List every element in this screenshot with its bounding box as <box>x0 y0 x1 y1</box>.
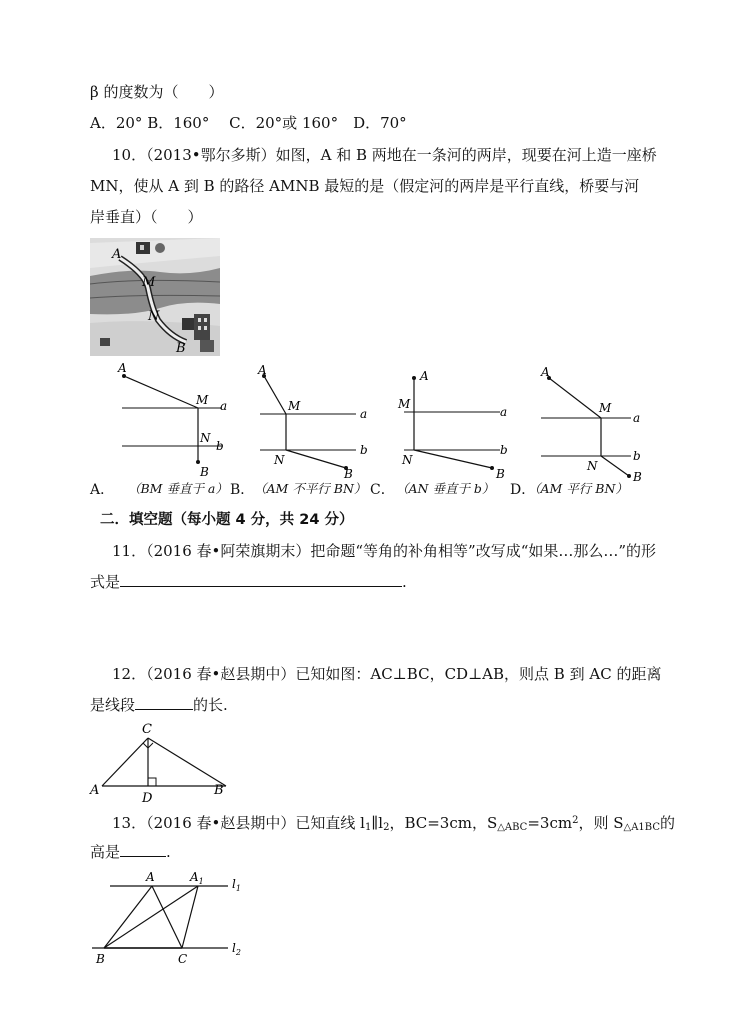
q13-sup: 2 <box>572 815 579 826</box>
q13-line1 <box>112 811 675 838</box>
q12-answer-blank[interactable] <box>135 695 193 710</box>
photo-label-b: B <box>176 341 186 356</box>
label-a: A <box>541 365 550 379</box>
q11-line1: 11．（2016 春•阿荣旗期末）把命题“等角的补角相等”改写成“如果…那么…”的形 <box>112 542 657 560</box>
label-l1: $l_1$ <box>232 877 241 893</box>
label-n: N <box>402 453 413 467</box>
q12-triangle-figure <box>88 720 238 805</box>
q11-prefix: 式是 <box>90 573 121 591</box>
label-d: D <box>142 791 153 805</box>
label-a: A <box>90 783 100 798</box>
label-a: A <box>146 870 155 884</box>
q11-answer-blank[interactable] <box>120 572 402 587</box>
label-line-b: b <box>500 443 508 457</box>
label-line-b: b <box>216 439 224 453</box>
label-b: B <box>496 467 505 481</box>
option-b-letter: B． <box>230 482 255 498</box>
option-c-diagram <box>392 362 522 482</box>
option-d-diagram <box>535 362 650 482</box>
q13-line2 <box>90 842 171 862</box>
q13-text-1: 13．（2016 春•赵县期中）已知直线 l <box>112 814 365 832</box>
q13-text-3: ，BC=3cm，S <box>389 814 498 832</box>
q13-sub-1: 1 <box>364 822 372 833</box>
label-line-a: a <box>360 407 368 421</box>
q13-text-5: ，则 S <box>578 814 624 832</box>
label-line-a: a <box>500 405 508 419</box>
label-n: N <box>274 453 285 467</box>
label-line-b: b <box>633 449 641 463</box>
option-a-diagram <box>110 360 240 480</box>
photo-label-n: N <box>148 309 160 324</box>
label-a: A <box>118 361 127 375</box>
option-a-caption: （BM 垂直于 a） <box>128 481 228 496</box>
q12-prefix: 是线段 <box>90 696 136 714</box>
label-a1: $A_1$ <box>190 870 204 886</box>
photo-label-a: A <box>112 247 122 262</box>
label-m: M <box>288 399 301 413</box>
q13-text-2: ∥l <box>371 814 384 832</box>
q13-sub-a1bc: △A1BC <box>623 822 660 833</box>
option-a-letter: A． <box>90 482 115 498</box>
river-photo <box>90 238 220 356</box>
q13-answer-blank[interactable] <box>120 842 166 857</box>
q13-parallel-lines-figure <box>88 868 258 968</box>
q12-line2 <box>90 695 228 715</box>
label-m: M <box>599 401 612 415</box>
q9-options: A．20° B．160° C．20°或 160° D．70° <box>90 114 407 132</box>
q9-stem: β 的度数为（ ） <box>90 83 224 101</box>
q13-text-6: 的 <box>659 814 675 832</box>
q13-sub-2: 2 <box>383 822 390 833</box>
q11-line2 <box>90 572 407 592</box>
label-l2: $l_2$ <box>232 941 241 957</box>
label-b: B <box>200 465 209 479</box>
option-b-caption: （AM 不平行 BN） <box>254 481 367 496</box>
label-line-b: b <box>360 443 368 457</box>
label-b: B <box>96 952 105 966</box>
q13-prefix: 高是 <box>90 843 121 861</box>
label-n: N <box>587 459 598 473</box>
q12-suffix: 的长. <box>193 696 228 714</box>
label-b: B <box>633 470 642 482</box>
photo-label-m: M <box>142 275 156 290</box>
q11-suffix: . <box>402 573 407 591</box>
option-c-caption: （AN 垂直于 b） <box>396 481 495 496</box>
label-c: C <box>178 952 188 966</box>
option-d-letter: D． <box>510 482 536 498</box>
label-b: B <box>344 467 353 480</box>
label-line-a: a <box>633 411 641 425</box>
section-title: 二．填空题（每小题 4 分，共 24 分） <box>100 512 354 528</box>
option-c-letter: C． <box>370 482 395 498</box>
label-a: A <box>258 363 267 377</box>
label-a: A <box>420 369 429 383</box>
q13-text-4: =3cm <box>527 814 573 832</box>
option-b-diagram <box>250 360 380 480</box>
label-b: B <box>214 783 224 798</box>
q10-line1: 10．（2013•鄂尔多斯）如图，A 和 B 两地在一条河的两岸，现要在河上造一座桥 <box>112 146 657 164</box>
q12-line1: 12．（2016 春•赵县期中）已知如图：AC⊥BC，CD⊥AB，则点 B 到 AC 的距离 <box>112 665 662 683</box>
q10-line2: MN，使从 A 到 B 的路径 AMNB 最短的是（假定河的两岸是平行直线，桥要与河 <box>90 177 640 195</box>
option-d-caption: （AM 平行 BN） <box>528 481 628 496</box>
label-n: N <box>200 431 211 445</box>
label-c: C <box>142 722 152 737</box>
label-m: M <box>196 393 209 407</box>
q13-sub-abc: △ABC <box>497 822 528 833</box>
q10-line3: 岸垂直）（ ） <box>90 208 203 226</box>
label-m: M <box>398 397 411 411</box>
q13-suffix: . <box>166 843 171 861</box>
label-line-a: a <box>220 399 228 413</box>
